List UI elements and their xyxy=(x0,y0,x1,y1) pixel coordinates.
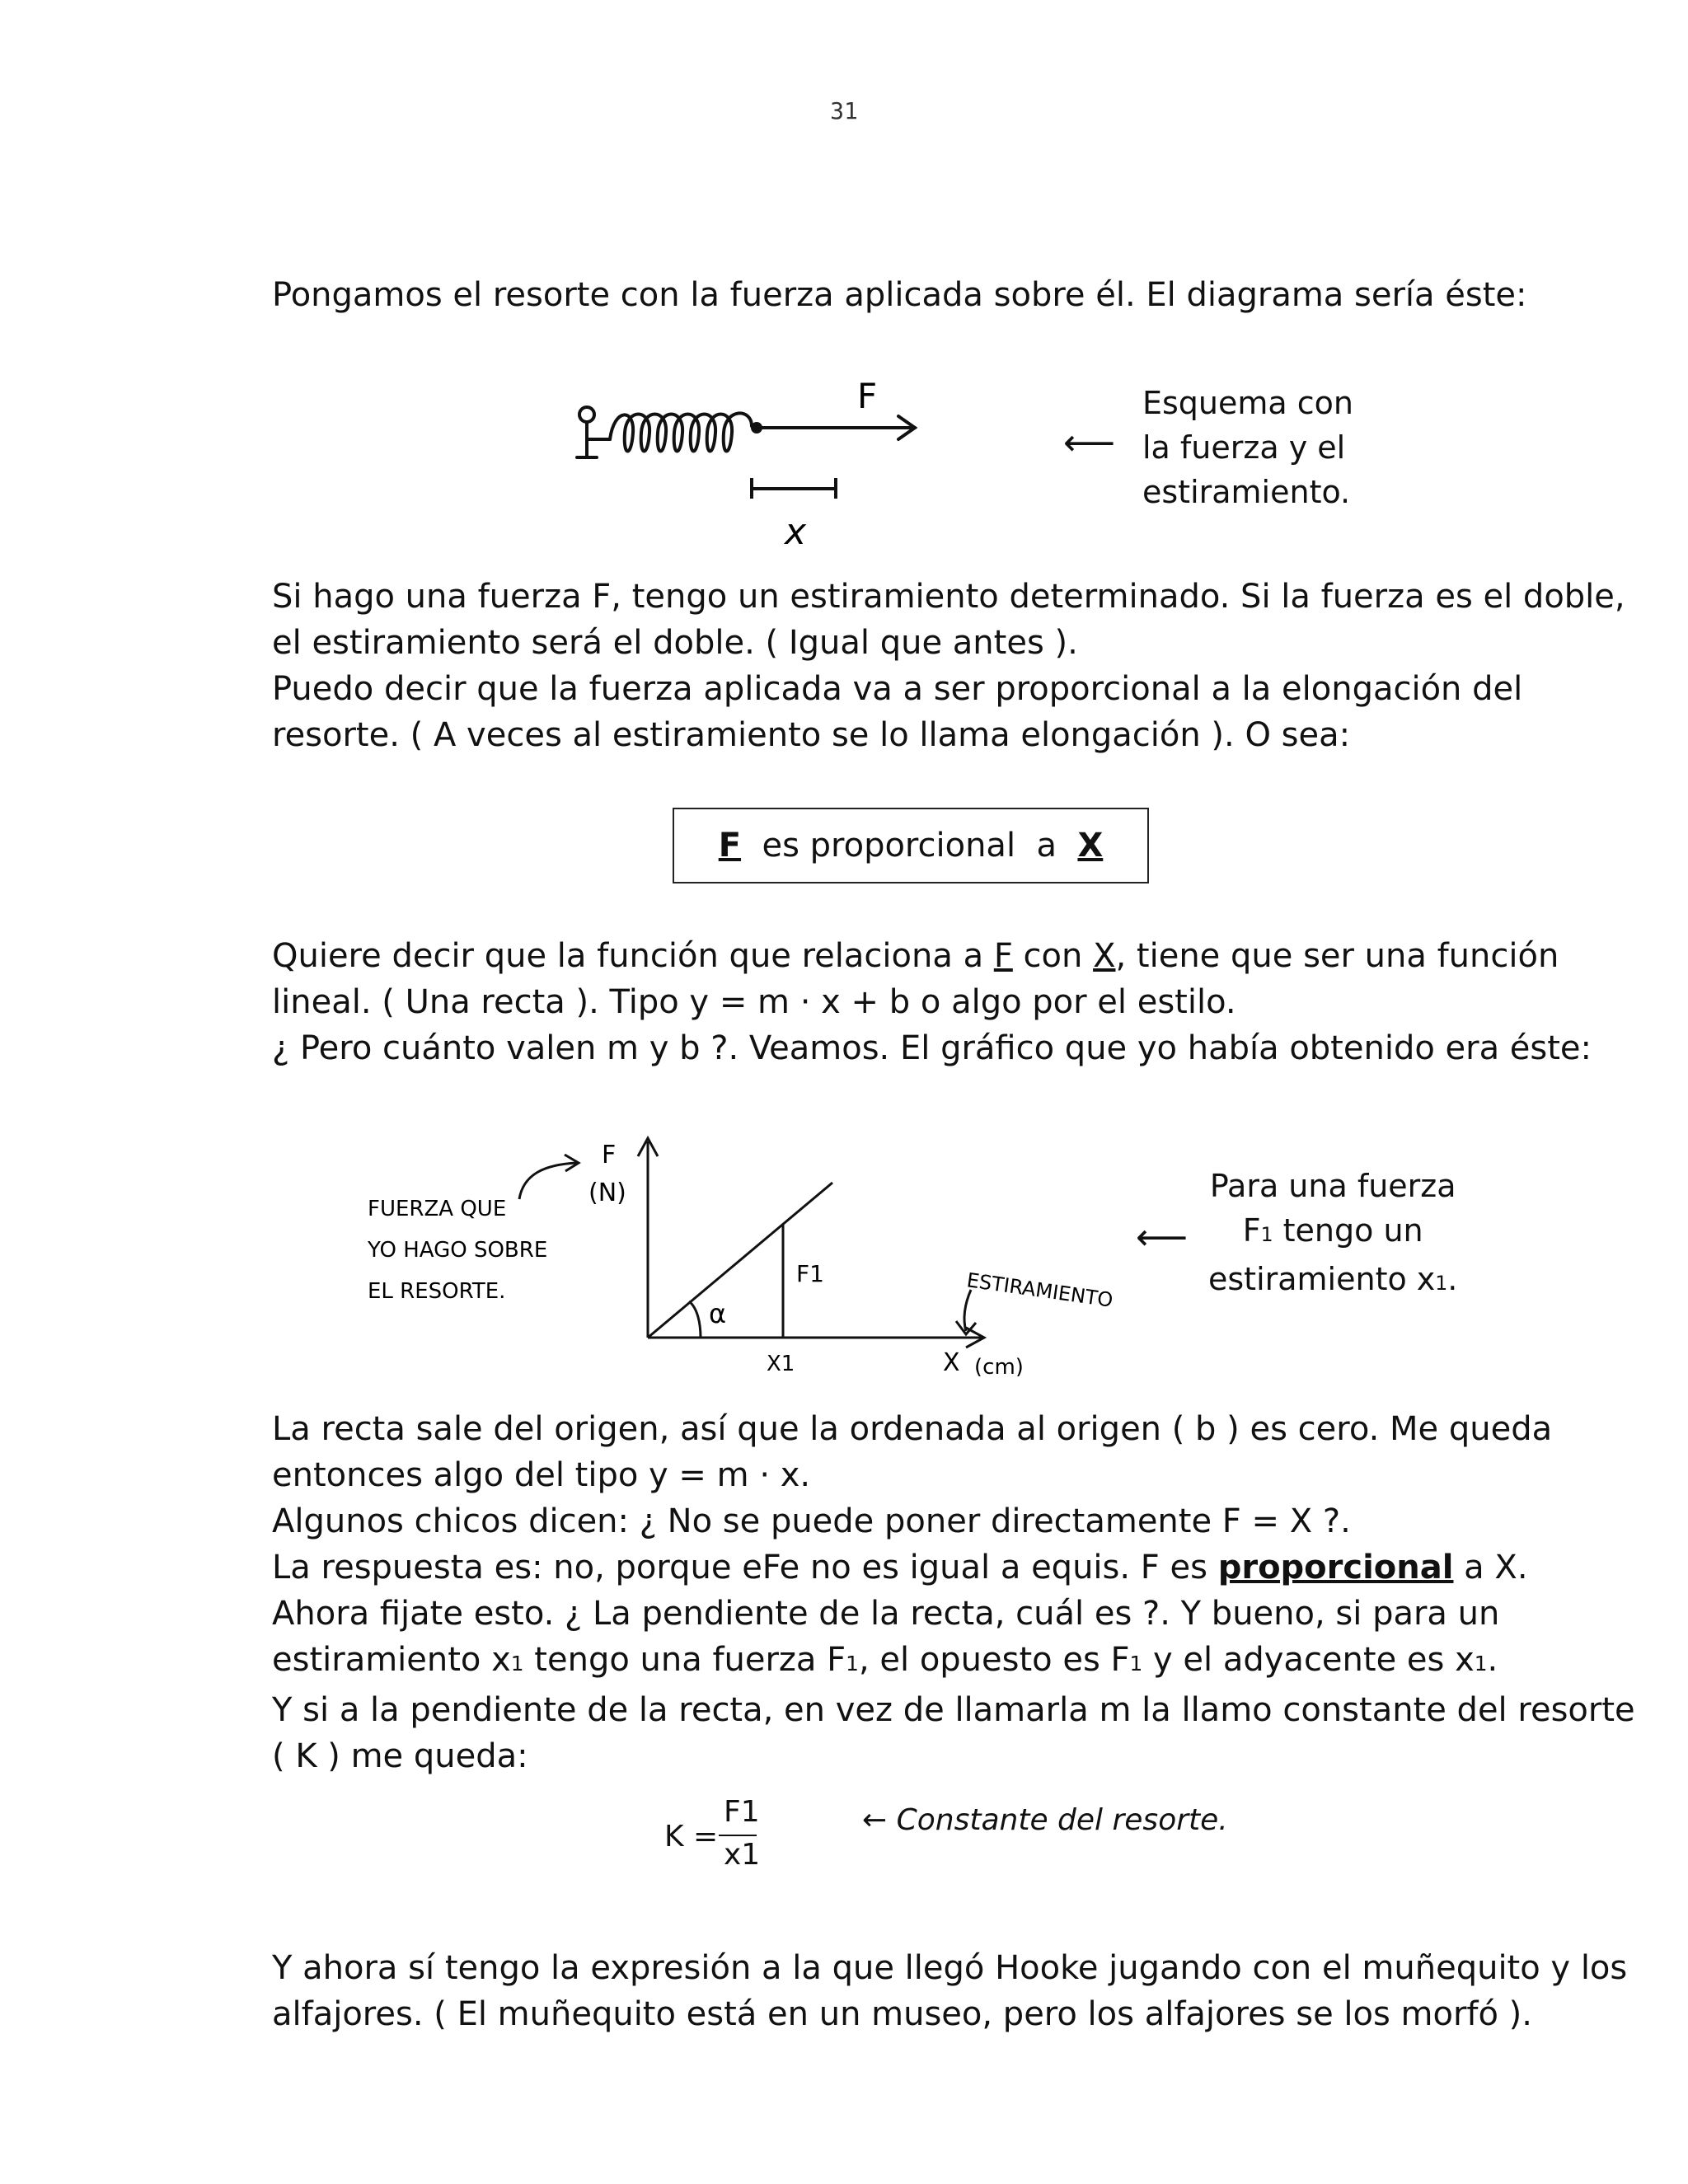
text-run: F xyxy=(1242,1212,1261,1249)
closing-paragraph xyxy=(272,1945,1628,2037)
force-label: F xyxy=(857,376,878,416)
bold-underlined-word: proporcional xyxy=(1217,1549,1454,1586)
text-run: . xyxy=(1487,1641,1498,1679)
stretch-label: x xyxy=(785,511,807,553)
x-axis-label: X xyxy=(943,1348,960,1376)
subscript: 1 xyxy=(510,1652,524,1675)
text-line: alfajores. ( El muñequito está en un museo, pero los alfajores se los morfó ). xyxy=(272,1995,1533,2033)
proportional-formula-box xyxy=(673,808,1149,883)
text-run: estiramiento x xyxy=(272,1641,511,1679)
underlined-f: F xyxy=(993,937,1013,975)
annotation-right: ESTIRAMIENTO xyxy=(965,1268,1115,1312)
formula-x: X xyxy=(1077,827,1104,865)
angle-arc xyxy=(689,1301,701,1338)
f1-label: F1 xyxy=(796,1260,824,1287)
hooke-paragraph xyxy=(272,574,1625,758)
text-run: estiramiento x xyxy=(1208,1261,1436,1297)
subscript: 1 xyxy=(1435,1272,1448,1295)
text-line: el estiramiento será el doble. ( Igual que antes ). xyxy=(272,624,1078,662)
spring-constant-formula xyxy=(664,1795,763,1886)
spring-diagram xyxy=(569,375,948,565)
text-line xyxy=(272,933,1559,979)
annotation-left-line: EL RESORTE. xyxy=(368,1279,506,1304)
spring-note xyxy=(1142,381,1353,514)
text-run: , el opuesto es F xyxy=(858,1641,1130,1679)
text-line: entonces algo del tipo y = m · x. xyxy=(272,1456,811,1494)
note-line: Para una fuerza xyxy=(1209,1168,1456,1204)
text-line: Y ahora sí tengo la expresión a la que llegó Hooke jugando con el muñequito y los xyxy=(272,1949,1628,1987)
text-run: a X. xyxy=(1453,1549,1528,1586)
slope-paragraph xyxy=(272,1406,1635,1779)
intro-paragraph xyxy=(272,272,1541,318)
pointer-arrow: ⟵ xyxy=(1063,422,1116,464)
force-stretch-graph xyxy=(354,1125,1170,1376)
text-line: ¿ Pero cuánto valen m y b ?. Veamos. El gráfico que yo había obtenido era éste: xyxy=(272,1029,1592,1067)
text-line: Si hago una fuerza F, tengo un estiramiento determinado. Si la fuerza es el doble, xyxy=(272,578,1625,616)
text-line: lineal. ( Una recta ). Tipo y = m · x + b o algo por el estilo. xyxy=(272,983,1236,1021)
formula-lhs: K = xyxy=(664,1820,719,1854)
annotation-left-line: YO HAGO SOBRE xyxy=(368,1238,548,1263)
pointer-arrow: ⟵ xyxy=(1136,1216,1189,1258)
text-line: La recta sale del origen, así que la ordenada al origen ( b ) es cero. Me queda xyxy=(272,1410,1553,1448)
text-run: y el adyacente es x xyxy=(1142,1641,1475,1679)
text-line: ( K ) me queda: xyxy=(272,1737,528,1775)
text-line: Algunos chicos dicen: ¿ No se puede poner directamente F = X ?. xyxy=(272,1502,1351,1540)
text-run: Quiere decir que la función que relaciona a xyxy=(272,937,994,975)
spring-constant-note: ← Constante del resorte. xyxy=(862,1803,1228,1837)
annotation-right-arrow xyxy=(964,1290,971,1331)
formula-text: es proporcional a xyxy=(741,827,1078,865)
subscript: 1 xyxy=(1260,1223,1273,1246)
text-run: tengo un xyxy=(1273,1212,1423,1249)
y-axis-label: F xyxy=(602,1141,617,1169)
spring-handle xyxy=(577,407,610,457)
x-tick-label: X1 xyxy=(767,1352,795,1376)
text-line: Y si a la pendiente de la recta, en vez de llamarla m la llamo constante del resorte xyxy=(272,1691,1635,1729)
text-line: Ahora fijate esto. ¿ La pendiente de la recta, cuál es ?. Y bueno, si para un xyxy=(272,1595,1500,1633)
text-run: , tiene que ser una función xyxy=(1115,937,1559,975)
spring-coils xyxy=(610,413,752,451)
angle-label: α xyxy=(709,1298,727,1329)
underlined-x: X xyxy=(1093,937,1116,975)
note-line xyxy=(1208,1257,1457,1305)
note-line: la fuerza y el xyxy=(1142,429,1346,466)
x-axis-unit: (cm) xyxy=(974,1355,1024,1376)
y-axis-unit: (N) xyxy=(588,1179,626,1207)
text-line xyxy=(272,1544,1541,1591)
subscript: 1 xyxy=(1474,1652,1488,1675)
linear-function-paragraph xyxy=(272,933,1592,1071)
force-arrow xyxy=(753,416,915,439)
note-line: Esquema con xyxy=(1142,385,1353,421)
formula-numerator: F1 xyxy=(724,1795,760,1829)
text-line: Puedo decir que la fuerza aplicada va a ser proporcional a la elongación del xyxy=(272,670,1523,708)
fraction-bar xyxy=(719,1835,757,1836)
text-run: tengo una fuerza F xyxy=(523,1641,846,1679)
stretch-bracket xyxy=(752,478,836,499)
text-run: con xyxy=(1012,937,1094,975)
text-line: Pongamos el resorte con la fuerza aplicada sobre él. El diagrama sería éste: xyxy=(272,276,1527,314)
text-run: La respuesta es: no, porque eFe no es igual a equis. F es xyxy=(272,1549,1218,1586)
subscript: 1 xyxy=(1129,1652,1143,1675)
note-line xyxy=(1208,1208,1457,1257)
page-number: 31 xyxy=(830,97,858,124)
note-line: estiramiento. xyxy=(1142,474,1351,510)
annotation-left-line: FUERZA QUE xyxy=(368,1197,507,1221)
formula-denominator: x1 xyxy=(724,1838,761,1872)
subscript: 1 xyxy=(846,1652,859,1675)
text-run: . xyxy=(1447,1261,1458,1297)
formula-f: F xyxy=(718,827,742,865)
graph-note xyxy=(1208,1164,1457,1305)
text-line: resorte. ( A veces al estiramiento se lo llama elongación ). O sea: xyxy=(272,716,1351,754)
text-line xyxy=(272,1637,1541,1687)
